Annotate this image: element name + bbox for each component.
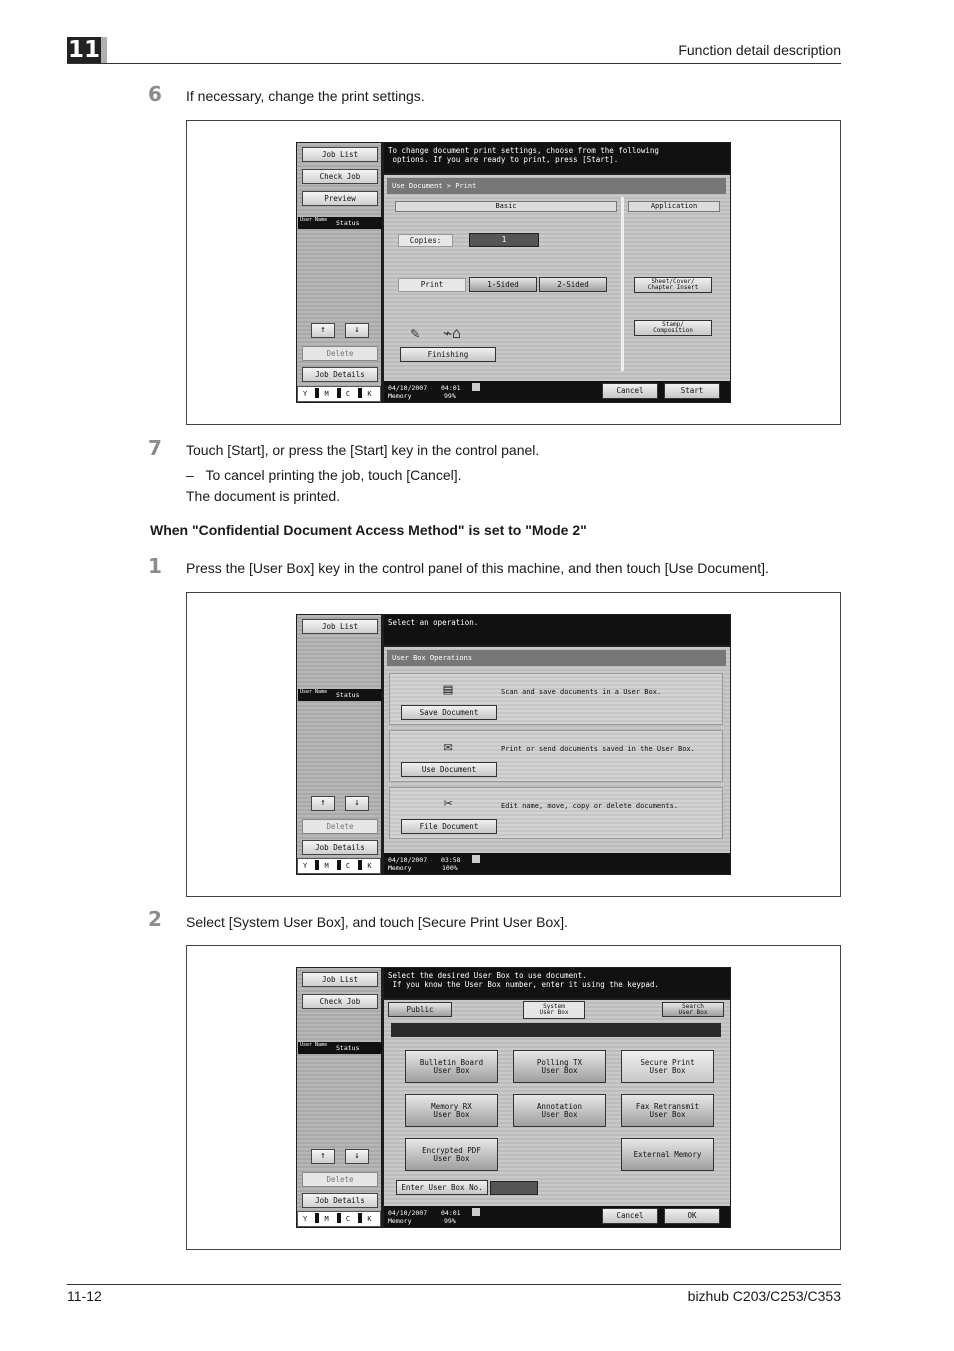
section-heading: When "Confidential Document Access Method" is set to "Mode 2": [150, 522, 587, 538]
product-name: bizhub C203/C253/C353: [687, 1288, 841, 1304]
job-details-button[interactable]: Job Details: [302, 840, 378, 855]
step-2-text: Select [System User Box], and touch [Secure Print User Box].: [186, 914, 569, 930]
cancel-button[interactable]: Cancel: [602, 383, 658, 399]
annotation-user-box-button[interactable]: Annotation User Box: [513, 1094, 606, 1127]
main-area: [384, 1000, 730, 1206]
secure-print-user-box-button[interactable]: Secure Print User Box: [621, 1050, 714, 1083]
check-job-button[interactable]: Check Job: [302, 169, 378, 184]
user-name-label: User Name: [300, 217, 328, 223]
status-bar: [384, 381, 730, 402]
main-area: [384, 175, 730, 381]
scroll-down-button[interactable]: ↓: [345, 323, 369, 338]
job-list-button[interactable]: Job List: [302, 147, 378, 162]
encrypted-pdf-user-box-button[interactable]: Encrypted PDF User Box: [405, 1138, 498, 1171]
user-status-header: [298, 1042, 382, 1054]
system-user-box-screen: [296, 967, 731, 1228]
file-document-icon: ✂: [443, 794, 453, 812]
message-area: To change document print settings, choose from the following options. If you are ready to print, press [Start].: [384, 143, 730, 173]
category-bar: [391, 1023, 721, 1037]
status-bar: [384, 853, 730, 874]
copies-value[interactable]: 1: [469, 233, 539, 247]
date: 04/10/2007: [388, 1209, 428, 1217]
job-details-button[interactable]: Job Details: [302, 367, 378, 382]
header-rule: [67, 63, 841, 64]
delete-button[interactable]: Delete: [302, 819, 378, 834]
fax-retransmit-user-box-button[interactable]: Fax Retransmit User Box: [621, 1094, 714, 1127]
tab-basic[interactable]: Basic: [395, 201, 617, 212]
check-job-button[interactable]: Check Job: [302, 994, 378, 1009]
time: 04:01: [441, 384, 461, 392]
save-document-button[interactable]: Save Document: [401, 705, 497, 720]
memory-label: Memory: [388, 864, 412, 872]
toner-levels: Y M C K: [297, 858, 381, 874]
scroll-down-button[interactable]: ↓: [345, 1149, 369, 1164]
message-area: Select the desired User Box to use document. If you know the User Box number, enter it using the keypad.: [384, 968, 730, 998]
delete-button[interactable]: Delete: [302, 1172, 378, 1187]
use-document-icon: ✉: [443, 737, 453, 755]
one-sided-button[interactable]: 1-Sided: [469, 277, 537, 292]
external-memory-button[interactable]: External Memory: [621, 1138, 714, 1171]
enter-user-box-number-button[interactable]: Enter User Box No.: [396, 1180, 488, 1195]
finishing-button[interactable]: Finishing: [400, 347, 496, 362]
use-document-panel: [389, 730, 723, 782]
time: 04:01: [441, 1209, 461, 1217]
bulletin-board-user-box-button[interactable]: Bulletin Board User Box: [405, 1050, 498, 1083]
memory-percent: 99%: [444, 392, 456, 400]
memory-label: Memory: [388, 1217, 412, 1225]
header-title: Function detail description: [678, 42, 841, 58]
page-number: 11-12: [67, 1288, 102, 1304]
breadcrumb: Use Document > Print: [387, 178, 726, 194]
scroll-up-button[interactable]: ↑: [311, 323, 335, 338]
tab-public[interactable]: Public: [388, 1002, 452, 1017]
status-bar: [384, 1206, 730, 1227]
step-7-result: The document is printed.: [186, 488, 341, 504]
step-number-2: 2: [148, 907, 162, 931]
file-document-description: Edit name, move, copy or delete documents.: [501, 802, 679, 810]
memory-percent: 99%: [444, 1217, 456, 1225]
stamp-composition-button[interactable]: Stamp/ Composition: [634, 320, 712, 336]
date: 04/10/2007: [388, 856, 428, 864]
toner-levels: Y M C K: [297, 386, 381, 402]
step-7-text: Touch [Start], or press the [Start] key in the control panel.: [186, 442, 540, 458]
message-area: Select an operation.: [384, 615, 730, 645]
time: 03:58: [441, 856, 461, 864]
punch-icon: ⌁⌂: [442, 324, 462, 342]
file-document-panel: [389, 787, 723, 839]
user-box-number-field[interactable]: [490, 1181, 538, 1195]
status-label: Status: [336, 1044, 360, 1052]
user-name-label: User Name: [300, 689, 328, 695]
file-document-button[interactable]: File Document: [401, 819, 497, 834]
sheet-cover-chapter-insert-button[interactable]: Sheet/Cover/ Chapter Insert: [634, 277, 712, 293]
memory-rx-user-box-button[interactable]: Memory RX User Box: [405, 1094, 498, 1127]
tab-application[interactable]: Application: [628, 201, 720, 212]
save-document-icon: ▤: [443, 680, 453, 698]
delete-button[interactable]: Delete: [302, 346, 378, 361]
footer-rule: [67, 1284, 841, 1285]
job-list-button[interactable]: Job List: [302, 972, 378, 987]
scroll-up-button[interactable]: ↑: [311, 796, 335, 811]
job-details-button[interactable]: Job Details: [302, 1193, 378, 1208]
toner-levels: Y M C K: [297, 1211, 381, 1227]
copies-label: Copies:: [398, 234, 453, 247]
tab-search-user-box[interactable]: Search User Box: [662, 1002, 724, 1017]
network-icon: [472, 1208, 480, 1216]
step-number-7: 7: [148, 436, 162, 460]
section-title: User Box Operations: [387, 650, 726, 666]
network-icon: [472, 383, 480, 391]
scroll-down-button[interactable]: ↓: [345, 796, 369, 811]
start-button[interactable]: Start: [664, 383, 720, 399]
print-settings-screen: [296, 142, 731, 403]
step-7-bullet: – To cancel printing the job, touch [Cancel].: [186, 467, 462, 483]
polling-tx-user-box-button[interactable]: Polling TX User Box: [513, 1050, 606, 1083]
chapter-number: 11: [67, 37, 103, 63]
status-label: Status: [336, 691, 360, 699]
scroll-up-button[interactable]: ↑: [311, 1149, 335, 1164]
network-icon: [472, 855, 480, 863]
memory-label: Memory: [388, 392, 412, 400]
left-panel: [297, 143, 381, 402]
preview-button[interactable]: Preview: [302, 191, 378, 206]
ok-button[interactable]: OK: [664, 1208, 720, 1224]
user-box-operations-screen: [296, 614, 731, 875]
memory-percent: 100%: [442, 864, 458, 872]
user-name-label: User Name: [300, 1042, 328, 1048]
use-document-description: Print or send documents saved in the User Box.: [501, 745, 695, 753]
user-status-header: [298, 217, 382, 229]
job-list-button[interactable]: Job List: [302, 619, 378, 634]
step-1-text: Press the [User Box] key in the control panel of this machine, and then touch [Use Document].: [186, 560, 769, 576]
column-divider: [621, 197, 624, 371]
left-panel: [297, 968, 381, 1227]
date: 04/10/2007: [388, 384, 428, 392]
main-area: [384, 647, 730, 853]
use-document-button[interactable]: Use Document: [401, 762, 497, 777]
save-document-description: Scan and save documents in a User Box.: [501, 688, 662, 696]
step-number-1: 1: [148, 554, 162, 578]
status-label: Status: [336, 219, 360, 227]
step-6-text: If necessary, change the print settings.: [186, 88, 425, 104]
tab-system-user-box[interactable]: System User Box: [523, 1001, 585, 1019]
print-label: Print: [398, 278, 466, 292]
two-sided-button[interactable]: 2-Sided: [539, 277, 607, 292]
cancel-button[interactable]: Cancel: [602, 1208, 658, 1224]
staple-icon: ✎: [410, 324, 420, 342]
user-status-header: [298, 689, 382, 701]
step-number-6: 6: [148, 82, 162, 106]
left-panel: [297, 615, 381, 874]
save-document-panel: [389, 673, 723, 725]
